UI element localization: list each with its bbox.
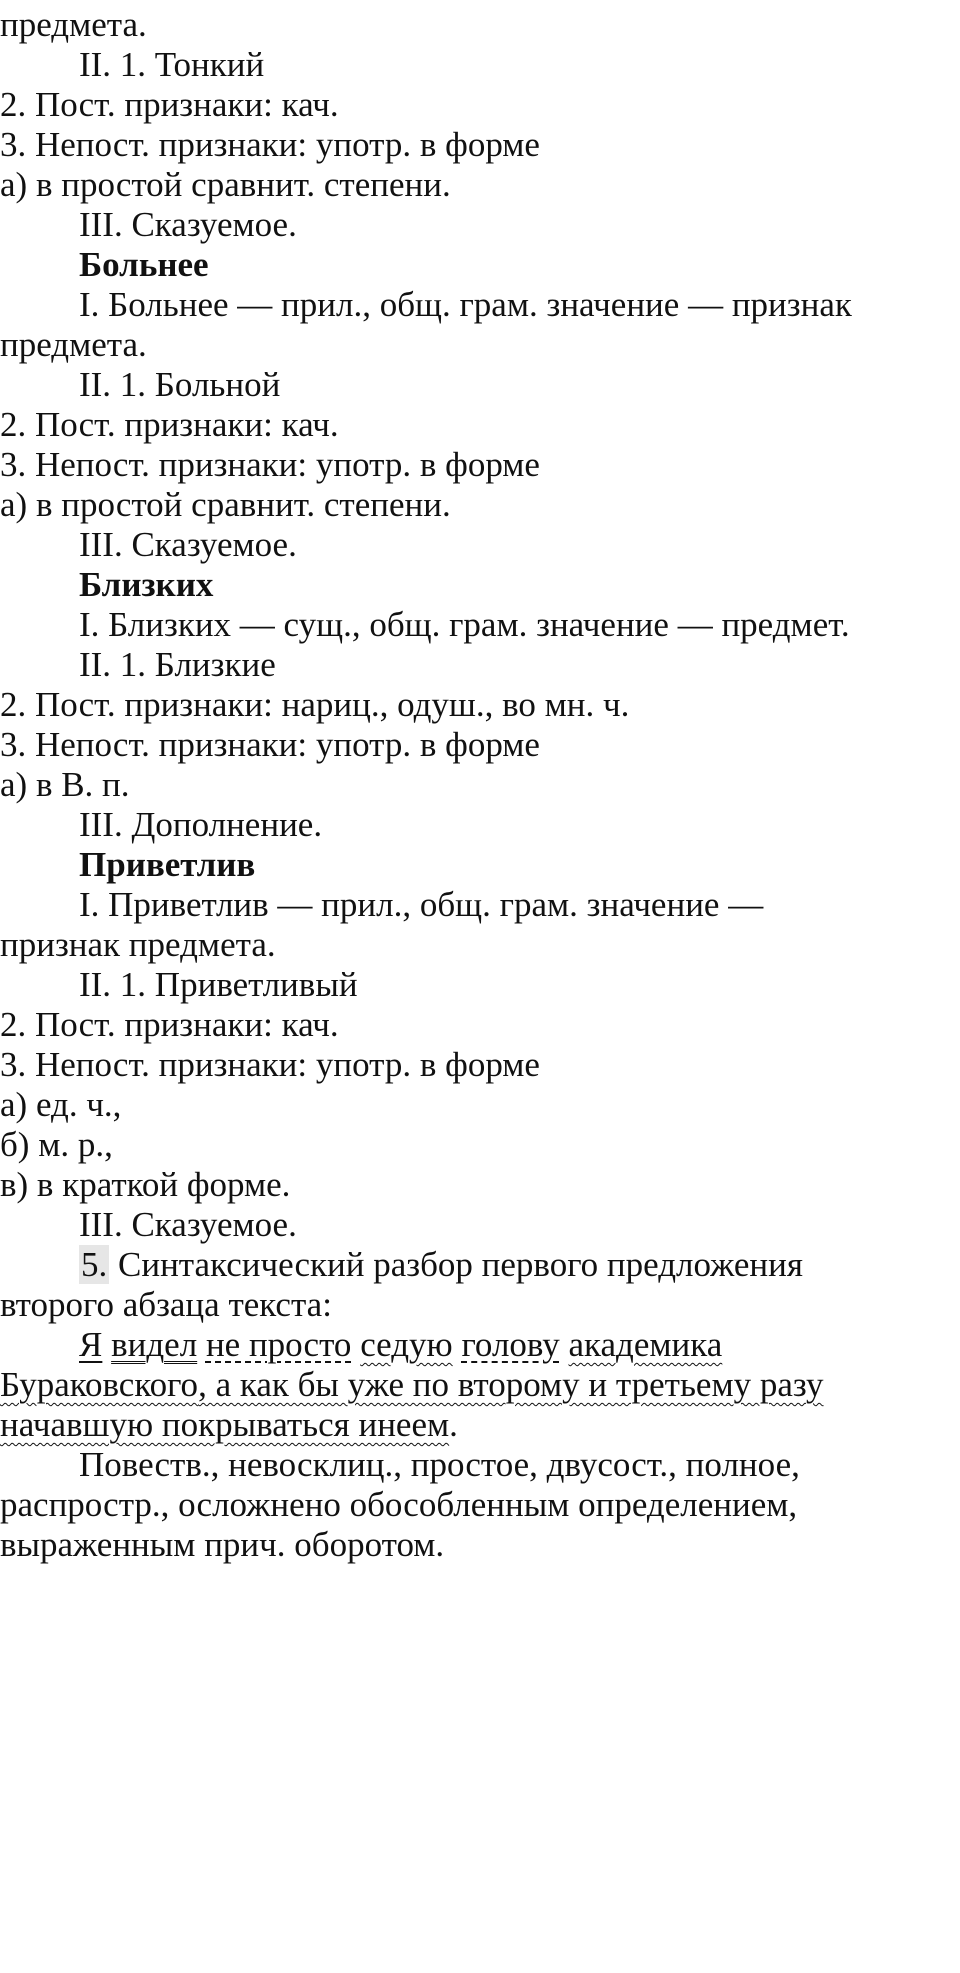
text-line: 3. Непост. признаки: употр. в форме — [0, 1045, 540, 1084]
text-line: 2. Пост. признаки: кач. — [0, 85, 339, 124]
text-line: а) ед. ч., — [0, 1085, 122, 1124]
text-line: 2. Пост. признаки: кач. — [0, 1005, 339, 1044]
text-line: 2. Пост. признаки: нариц., одуш., во мн. ч. — [0, 685, 630, 724]
text-line: выраженным прич. оборотом. — [0, 1525, 445, 1564]
text-line: 3. Непост. признаки: употр. в форме — [0, 725, 540, 764]
subject-word: Я — [79, 1325, 103, 1364]
text-line: предмета. — [0, 325, 147, 364]
text-line: III. Дополнение. — [79, 805, 323, 844]
text-line: предмета. — [0, 5, 147, 44]
text-line: а) в простой сравнит. степени. — [0, 485, 451, 524]
text-line: III. Сказуемое. — [79, 205, 297, 244]
predicate-word: видел — [111, 1325, 198, 1364]
text-line: распростр., осложнено обособленным определением, — [0, 1485, 798, 1524]
attribute-word: академика — [568, 1325, 723, 1364]
text-line: признак предмета. — [0, 925, 276, 964]
text-line: б) м. р., — [0, 1125, 113, 1164]
text-line: II. 1. Больной — [79, 365, 281, 404]
text-line: II. 1. Приветливый — [79, 965, 358, 1004]
attribute-word: Бураковского — [0, 1365, 199, 1404]
section-number: 5. — [81, 1245, 108, 1284]
text-line: III. Сказуемое. — [79, 525, 297, 564]
participial-phrase: , а как бы уже по второму и третьему разу — [198, 1365, 824, 1404]
attribute-word: седую — [360, 1325, 453, 1364]
text-line: III. Сказуемое. — [79, 1205, 297, 1244]
text-line: I. Приветлив — прил., общ. грам. значение — — [79, 885, 764, 924]
adverbial-words: не просто — [205, 1325, 352, 1364]
object-word: голову — [461, 1325, 560, 1364]
word-heading: Близких — [79, 565, 214, 604]
text-line: I. Близких — сущ., общ. грам. значение — предмет. — [79, 605, 850, 644]
text-line: II. 1. Близкие — [79, 645, 276, 684]
section-title: Синтаксический разбор первого предложения — [109, 1245, 803, 1284]
word-heading: Больнее — [79, 245, 209, 284]
text-line: II. 1. Тонкий — [79, 45, 265, 84]
text-line: а) в В. п. — [0, 765, 130, 804]
participial-phrase: начавшую покрываться инеем — [0, 1405, 450, 1444]
text-line: I. Больнее — прил., общ. грам. значение — признак — [79, 285, 852, 324]
text-line: 3. Непост. признаки: употр. в форме — [0, 125, 540, 164]
text-line: 3. Непост. признаки: употр. в форме — [0, 445, 540, 484]
text-line: второго абзаца текста: — [0, 1285, 332, 1324]
sentence-end: . — [449, 1405, 458, 1444]
text-line: Повеств., невосклиц., простое, двусост., полное, — [79, 1445, 800, 1484]
text-line: 2. Пост. признаки: кач. — [0, 405, 339, 444]
text-line: в) в краткой форме. — [0, 1165, 291, 1204]
word-heading: Приветлив — [79, 845, 256, 884]
text-line: а) в простой сравнит. степени. — [0, 165, 451, 204]
